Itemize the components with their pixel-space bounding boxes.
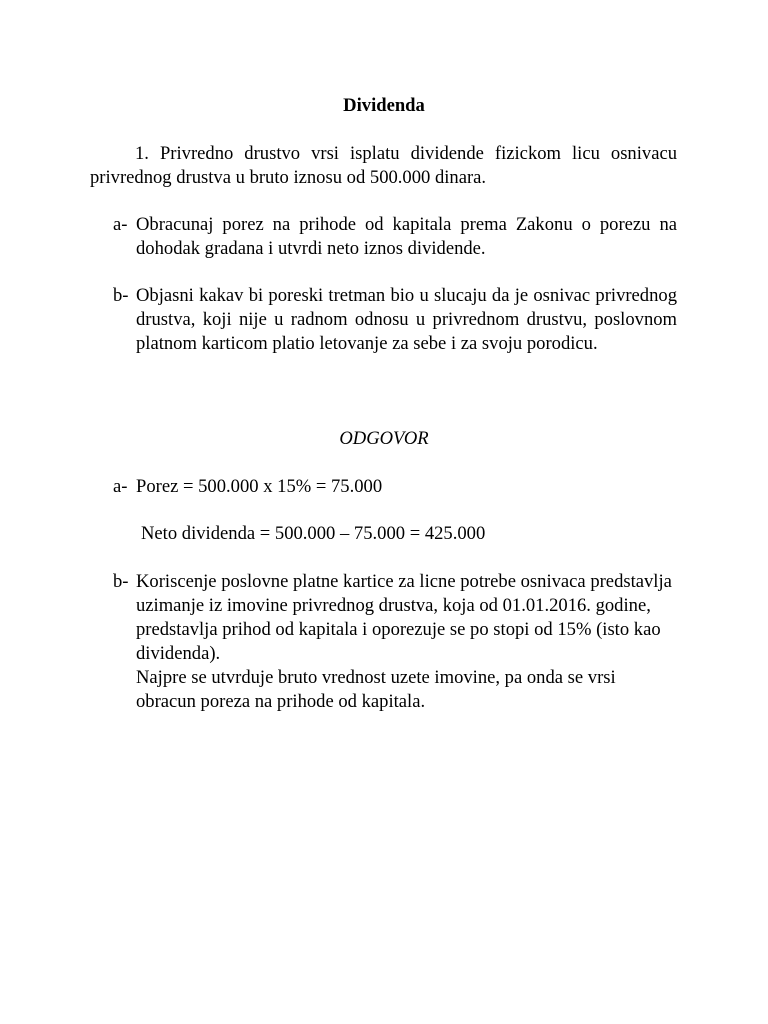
answer-item-a bbox=[90, 475, 677, 499]
document-title: Dividenda bbox=[343, 95, 425, 116]
item-marker: a- bbox=[113, 476, 128, 497]
item-marker: b- bbox=[113, 285, 129, 306]
item-text: Obracunaj porez na prihode od kapitala prema Zakonu o porezu na dohodak gradana i utvrdi neto iznos dividende. bbox=[136, 214, 677, 259]
answer-b-paragraph-2: Najpre se utvrduje bruto vrednost uzete imovine, pa onda se vrsi obracun poreza na prihode od kapitala. bbox=[136, 667, 616, 712]
answer-b-text bbox=[136, 570, 677, 714]
answer-heading: ODGOVOR bbox=[339, 428, 429, 449]
tax-calculation: Porez = 500.000 x 15% = 75.000 bbox=[136, 476, 383, 497]
question-text: 1. Privredno drustvo vrsi isplatu dividende fizickom licu osnivacu privrednog drustva u bruto iznosu od 500.000 dinara. bbox=[90, 143, 677, 188]
item-marker: b- bbox=[113, 571, 129, 592]
answer-item-b bbox=[90, 570, 677, 714]
item-text: Objasni kakav bi poreski tretman bio u slucaju da je osnivac privrednog drustva, koji nije u radnom odnosu u privrednom drustvu, poslovnom platnom karticom platio letovanje za sebe i za svoju porodicu. bbox=[136, 285, 677, 354]
question-item-b bbox=[90, 284, 677, 356]
item-marker: a- bbox=[113, 214, 128, 235]
question-item-a bbox=[90, 213, 677, 261]
net-dividend-calculation: Neto dividenda = 500.000 – 75.000 = 425.000 bbox=[141, 523, 486, 544]
answer-b-paragraph-1: Koriscenje poslovne platne kartice za licne potrebe osnivaca predstavlja uzimanje iz imovine privrednog drustva, koja od 01.01.2016. godine, predstavlja prihod od kapitala i oporezuje se po stopi od 15% (isto kao dividenda). bbox=[136, 571, 672, 664]
